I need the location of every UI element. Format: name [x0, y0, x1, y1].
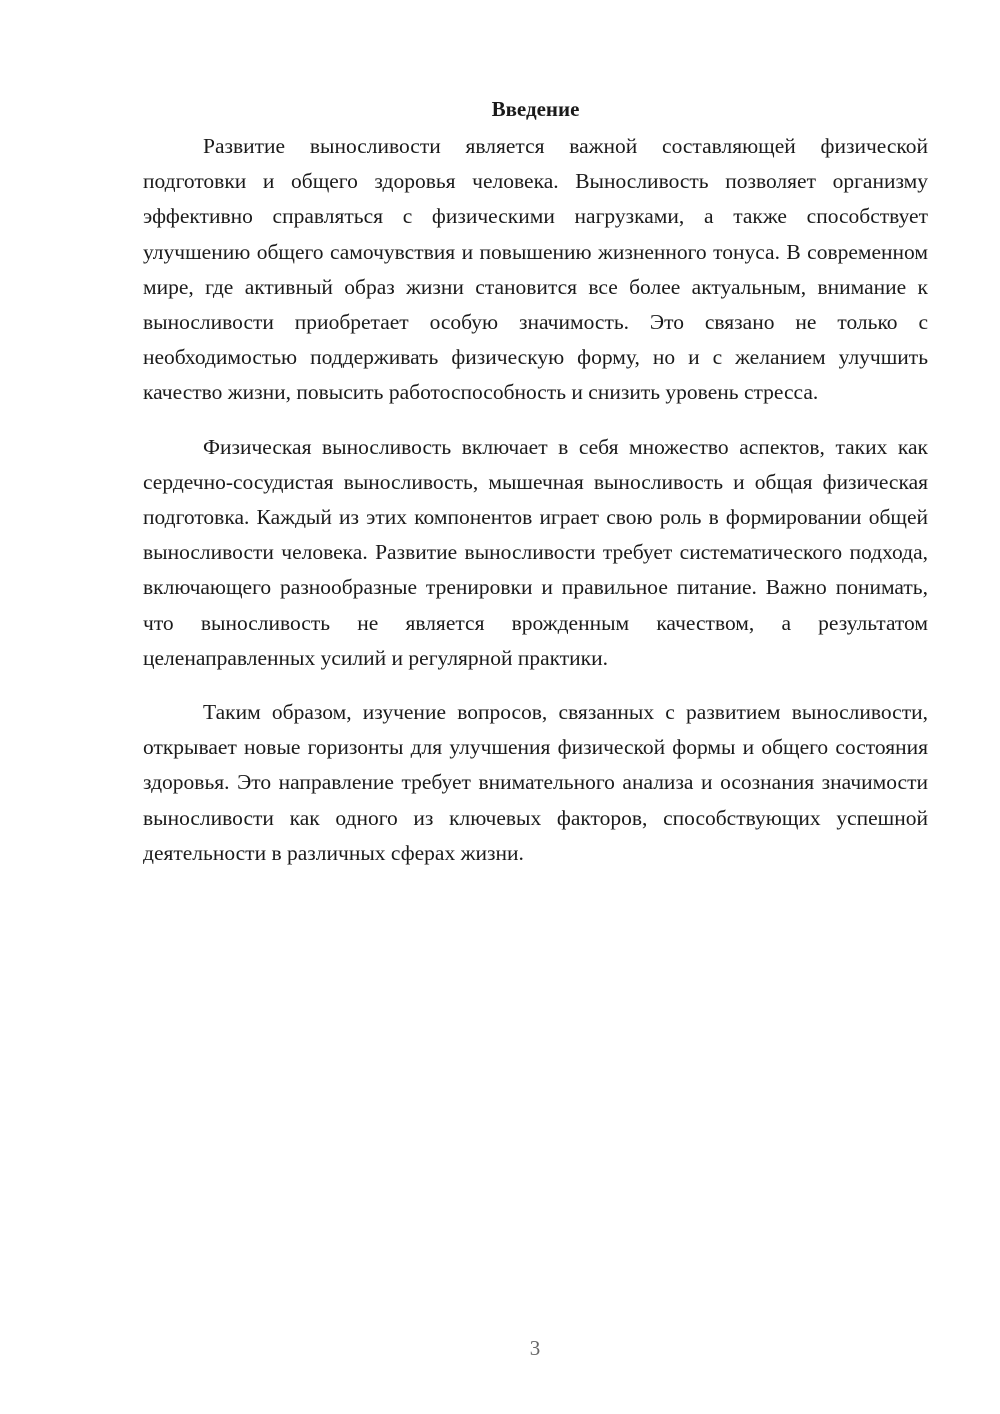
section-title: Введение	[491, 97, 580, 121]
page-content	[143, 92, 928, 890]
paragraph-1: Развитие выносливости является важной составляющей физической подготовки и общего здоровья человека. Выносливость позволяет организму эффективно справляться с физическими нагрузками, а также способствует улучшению общего самочувствия и повышению жизненного тонуса. В современном мире, где активный образ жизни становится все более актуальным, внимание к выносливости приобретает особую значимость. Это связано не только с необходимостью поддерживать физическую форму, но и с желанием улучшить качество жизни, повысить работоспособность и снизить уровень стресса.	[143, 134, 928, 405]
paragraph-3: Таким образом, изучение вопросов, связанных с развитием выносливости, открывает новые горизонты для улучшения физической формы и общего состояния здоровья. Это направление требует внимательного анализа и осознания значимости выносливости как одного из ключевых факторов, способствующих успешной деятельности в различных сферах жизни.	[143, 700, 928, 865]
paragraph-2: Физическая выносливость включает в себя множество аспектов, таких как сердечно-сосудистая выносливость, мышечная выносливость и общая физическая подготовка. Каждый из этих компонентов играет свою роль в формировании общей выносливости человека. Развитие выносливости требует систематического подхода, включающего разнообразные тренировки и правильное питание. Важно понимать, что выносливость не является врожденным качеством, а результатом целенаправленных усилий и регулярной практики.	[143, 434, 928, 670]
page-number: 3	[529, 1336, 541, 1360]
